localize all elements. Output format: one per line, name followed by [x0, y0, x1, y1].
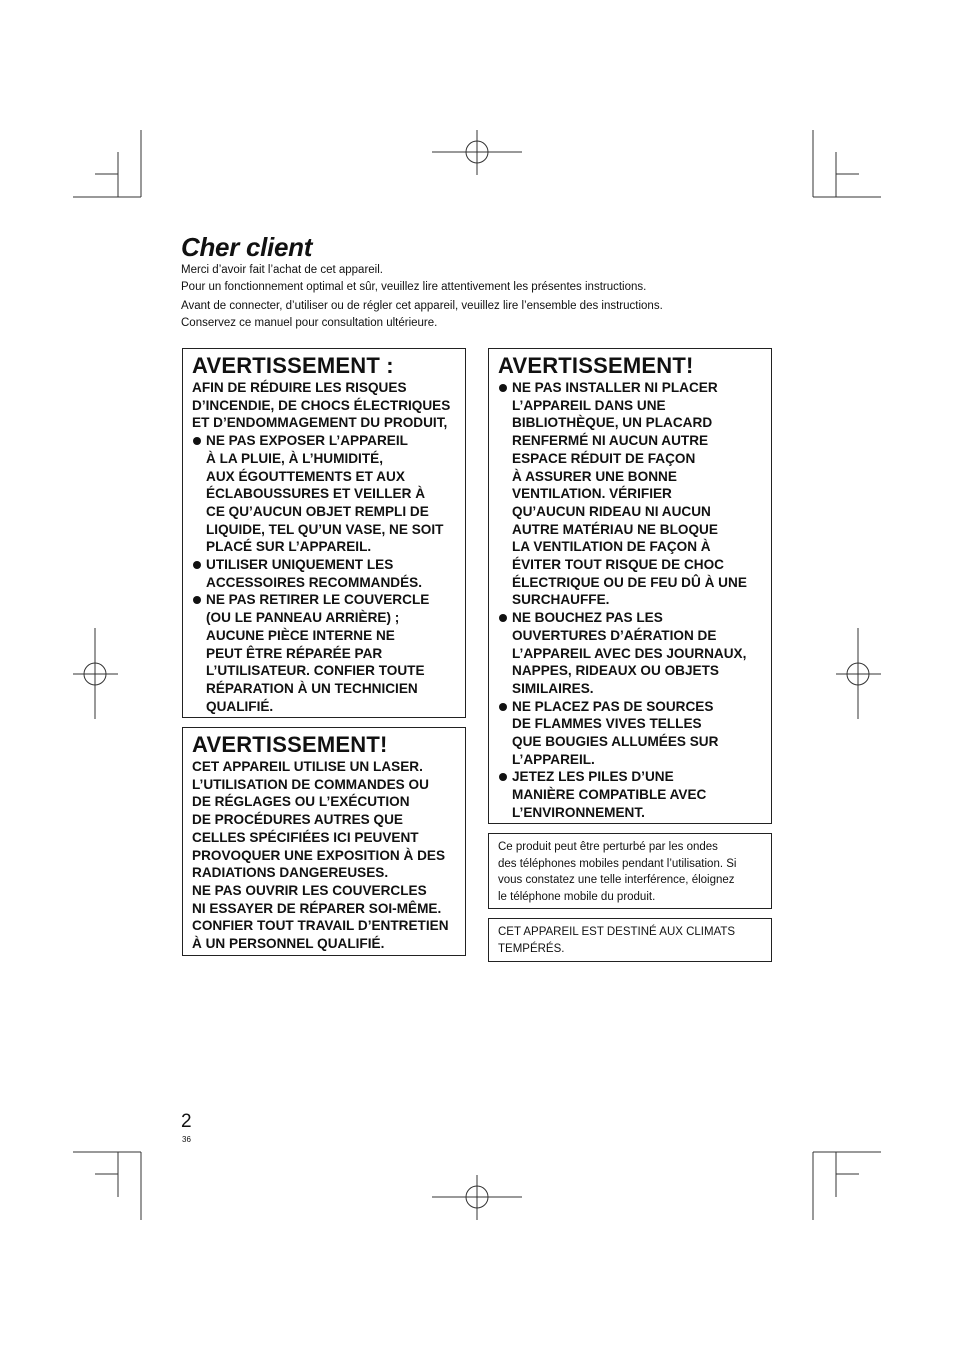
intro-line-keep-manual: Conservez ce manuel pour consultation ultérieure.	[181, 316, 438, 329]
note-box-mobile-phone	[488, 833, 772, 909]
warning-list	[498, 379, 762, 822]
warning-heading: AVERTISSEMENT :	[192, 353, 394, 378]
warning-list	[192, 432, 456, 715]
bullet-icon	[193, 596, 201, 604]
bullet-icon	[193, 437, 201, 445]
warning-list-item	[498, 698, 762, 769]
intro-line-read-instructions: Pour un fonctionnement optimal et sûr, veuillez lire attentivement les présentes instructions.	[181, 280, 647, 293]
warning-list-item	[192, 591, 456, 715]
warning-item-text: NE BOUCHEZ PAS LES OUVERTURES D’AÉRATION DE L’APPAREIL AVEC DES JOURNAUX, NAPPES, RIDEAUX OU OBJETS SIMILAIRES.	[512, 610, 747, 696]
bullet-icon	[499, 703, 507, 711]
intro-line-thanks: Merci d’avoir fait l’achat de cet appareil.	[181, 264, 383, 276]
warning-list-item	[498, 379, 762, 609]
page-title: Cher client	[181, 232, 313, 262]
warning-item-text: NE PAS EXPOSER L’APPAREIL À LA PLUIE, À L’HUMIDITÉ, AUX ÉGOUTTEMENTS ET AUX ÉCLABOUSSURES ET VEILLER À CE QU’AUCUN OBJET REMPLI DE LIQUIDE, TEL QU’UN VASE, NE SOIT PLACÉ SUR L’APPAREIL.	[206, 433, 444, 555]
warning-heading: AVERTISSEMENT!	[192, 732, 388, 757]
warning-box-laser	[182, 727, 466, 956]
page-subnumber: 36	[182, 1135, 191, 1144]
intro-text	[181, 262, 781, 331]
warning-heading: AVERTISSEMENT!	[498, 353, 694, 378]
warning-list-item	[192, 432, 456, 556]
warning-item-text: JETEZ LES PILES D’UNE MANIÈRE COMPATIBLE AVEC L’ENVIRONNEMENT.	[512, 769, 707, 820]
warning-item-text: NE PAS RETIRER LE COUVERCLE (OU LE PANNEAU ARRIÈRE) ; AUCUNE PIÈCE INTERNE NE PEUT ÊTRE RÉPARÉE PAR L’UTILISATEUR. CONFIER TOUTE RÉPARATION À UN TECHNICIEN QUALIFIÉ.	[206, 592, 430, 714]
page-number: 2	[181, 1111, 192, 1132]
warning-box-fire-shock	[182, 348, 466, 718]
warning-list-item	[192, 556, 456, 591]
note-climate-text: CET APPAREIL EST DESTINÉ AUX CLIMATS TEMPÉRÉS.	[498, 926, 736, 955]
warning-item-text: UTILISER UNIQUEMENT LES ACCESSOIRES RECOMMANDÉS.	[206, 557, 423, 590]
warning-item-text: NE PLACEZ PAS DE SOURCES DE FLAMMES VIVES TELLES QUE BOUGIES ALLUMÉES SUR L’APPAREIL.	[512, 698, 719, 767]
warning-list-item	[498, 609, 762, 698]
note-box-climate	[488, 918, 772, 962]
bullet-icon	[193, 561, 201, 569]
warning-body-text: CET APPAREIL UTILISE UN LASER. L’UTILISATION DE COMMANDES OU DE RÉGLAGES OU L’EXÉCUTION DE PROCÉDURES AUTRES QUE CELLES SPÉCIFIÉES ICI PEUVENT PROVOQUER UNE EXPOSITION À DES RADIATIONS DANGEREUSES. NE PAS OUVRIR LES COUVERCLES NI ESSAYER DE RÉPARER SOI-MÊME. CONFIER TOUT TRAVAIL D’ENTRETIEN À UN PERSONNEL QUALIFIÉ.	[192, 759, 449, 952]
note-mobile-phone-text: Ce produit peut être perturbé par les ondes des téléphones mobiles pendant l’utilisation. Si vous constatez une telle interférence, éloignez le téléphone mobile du produit.	[498, 841, 737, 903]
bullet-icon	[499, 384, 507, 392]
warning-list-item	[498, 768, 762, 821]
warning-lead-text: AFIN DE RÉDUIRE LES RISQUES D’INCENDIE, DE CHOCS ÉLECTRIQUES ET D’ENDOMMAGEMENT DU PRODUIT,	[192, 380, 451, 431]
warning-item-text: NE PAS INSTALLER NI PLACER L’APPAREIL DANS UNE BIBLIOTHÈQUE, UN PLACARD RENFERMÉ NI AUCUN AUTRE ESPACE RÉDUIT DE FAÇON À ASSURER UNE BONNE VENTILATION. VÉRIFIER QU’AUCUN RIDEAU NI AUCUN AUTRE MATÉRIAU NE BLOQUE LA VENTILATION DE FAÇON À ÉVITER TOUT RISQUE DE CHOC ÉLECTRIQUE OU DE FEU DÛ À UNE SURCHAUFFE.	[512, 380, 747, 608]
warning-box-ventilation	[488, 348, 772, 824]
intro-line-before-connecting: Avant de connecter, d’utiliser ou de régler cet appareil, veuillez lire l’ensemble des instructions.	[181, 300, 663, 312]
bullet-icon	[499, 773, 507, 781]
bullet-icon	[499, 614, 507, 622]
